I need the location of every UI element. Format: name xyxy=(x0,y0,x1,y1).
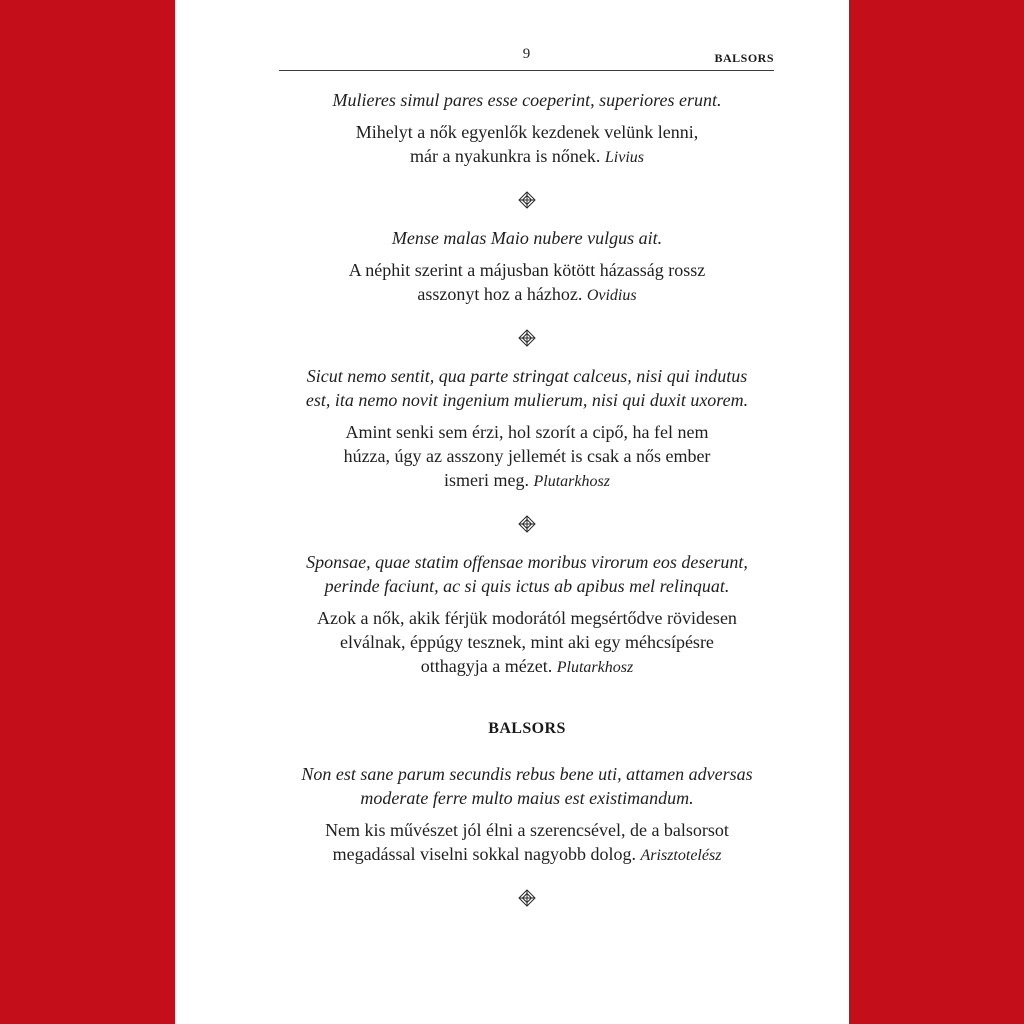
quote-author: Plutarkhosz xyxy=(533,473,610,490)
translation-line: A néphit szerint a májusban kötött házasság rossz xyxy=(348,260,706,280)
translation-line: már a nyakunkra is nőnek. xyxy=(409,146,601,166)
quote-block xyxy=(279,550,775,680)
translation-line: otthagyja a mézet. xyxy=(420,656,553,676)
quote-block xyxy=(279,226,775,348)
translation-line: elválnak, éppúgy tesznek, mint aki egy méhcsípésre xyxy=(340,632,714,652)
hungarian-translation xyxy=(279,818,775,868)
latin-line: Non est sane parum secundis rebus bene uti, attamen adversas xyxy=(301,764,753,784)
page-content xyxy=(279,88,775,924)
diamond-ornament-icon xyxy=(279,514,775,534)
quote-author: Livius xyxy=(604,149,645,166)
latin-quote xyxy=(279,364,775,412)
diamond-ornament-icon xyxy=(279,888,775,908)
quote-author: Plutarkhosz xyxy=(556,659,634,676)
translation-line: Amint senki sem érzi, hol szorít a cipő, ha fel nem xyxy=(345,422,709,442)
latin-quote xyxy=(279,226,775,250)
quote-author: Ovidius xyxy=(586,287,637,304)
quote-section-1 xyxy=(279,88,775,680)
translation-line: húzza, úgy az asszony jellemét is csak a nős ember xyxy=(343,446,711,466)
page-header xyxy=(279,46,774,71)
translation-line: Nem kis művészet jól élni a szerencsével, de a balsorsot xyxy=(325,820,729,840)
page-number: 9 xyxy=(522,46,531,62)
hungarian-translation xyxy=(279,420,775,494)
translation-line: asszonyt hoz a házhoz. xyxy=(417,284,583,304)
latin-line: perinde faciunt, ac si quis ictus ab apibus mel relinquat. xyxy=(324,576,730,596)
latin-line: Mulieres simul pares esse coeperint, superiores erunt. xyxy=(332,90,722,110)
latin-quote xyxy=(279,88,775,112)
quote-block xyxy=(279,364,775,534)
translation-line: megadással viselni sokkal nagyobb dolog. xyxy=(332,844,637,864)
latin-line: Sicut nemo sentit, qua parte stringat calceus, nisi qui indutus xyxy=(306,366,748,386)
hungarian-translation xyxy=(279,606,775,680)
quote-block xyxy=(279,88,775,210)
latin-line: moderate ferre multo maius est existimandum. xyxy=(360,788,694,808)
latin-line: Sponsae, quae statim offensae moribus virorum eos deserunt, xyxy=(306,552,748,572)
latin-quote xyxy=(279,550,775,598)
quote-author: Arisztotelész xyxy=(640,847,722,864)
section-title: BALSORS xyxy=(488,720,566,737)
hungarian-translation xyxy=(279,258,775,308)
quote-block xyxy=(279,762,775,908)
translation-line: ismeri meg. xyxy=(444,470,530,490)
quote-section-2 xyxy=(279,762,775,908)
running-head: BALSORS xyxy=(714,51,774,65)
book-page xyxy=(175,0,849,1024)
latin-line: Mense malas Maio nubere vulgus ait. xyxy=(391,228,663,248)
latin-quote xyxy=(279,762,775,810)
diamond-ornament-icon xyxy=(279,190,775,210)
translation-line: Mihelyt a nők egyenlők kezdenek velünk lenni, xyxy=(355,122,699,142)
diamond-ornament-icon xyxy=(279,328,775,348)
translation-line: Azok a nők, akik férjük modorától megsértődve rövidesen xyxy=(317,608,737,628)
latin-line: est, ita nemo novit ingenium mulierum, nisi qui duxit uxorem. xyxy=(305,390,749,410)
hungarian-translation xyxy=(279,120,775,170)
